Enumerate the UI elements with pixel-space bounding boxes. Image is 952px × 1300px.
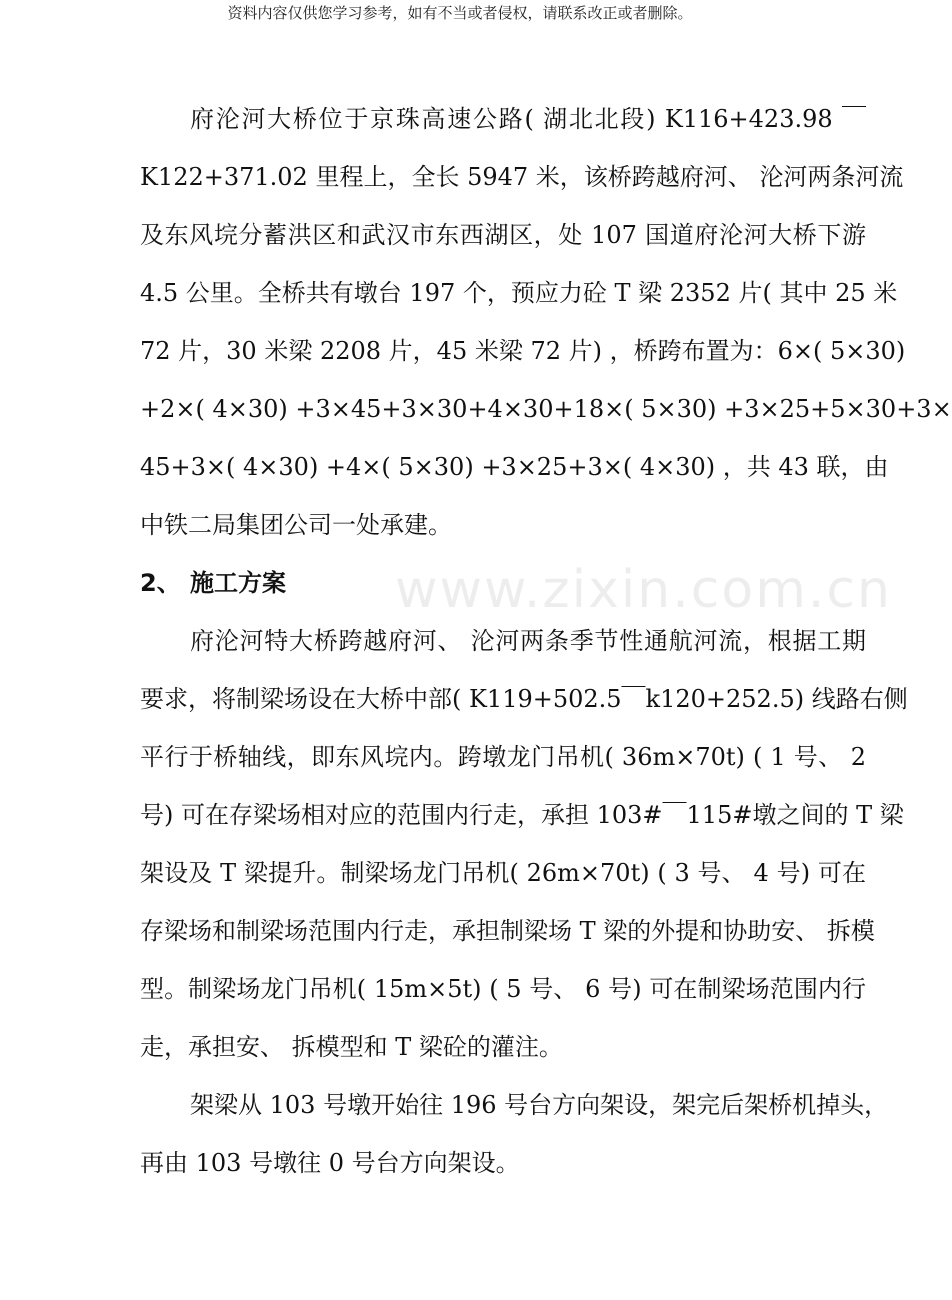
text-line: 府沦河大桥位于京珠高速公路( 湖北北段) K116+423.98 ￣ <box>190 105 866 133</box>
section-number: 2、 <box>140 569 181 597</box>
text-line: 架设及 T 梁提升。制梁场龙门吊机( 26m×70t) ( 3 号、 4 号) 可在 <box>140 859 866 887</box>
text-line: 72 片，30 米梁 2208 片，45 米梁 72 片) ，桥跨布置为：6×( 5×30) <box>140 337 906 365</box>
text-line: +2×( 4×30) +3×45+3×30+4×30+18×( 5×30) +3×25+5×30+3× <box>140 395 952 423</box>
page-header-notice: 资料内容仅供您学习参考，如有不当或者侵权，请联系改正或者删除。 <box>227 4 693 22</box>
text-line: 存梁场和制梁场范围内行走，承担制梁场 T 梁的外提和协助安、 拆模 <box>140 917 875 945</box>
paragraph-2 <box>140 612 908 1076</box>
section-title: 施工方案 <box>190 569 286 597</box>
text-line: 型。制梁场龙门吊机( 15m×5t) ( 5 号、 6 号) 可在制梁场范围内行 <box>140 975 866 1003</box>
text-line: 要求，将制梁场设在大桥中部( K119+502.5￣k120+252.5) 线路右侧 <box>140 685 908 713</box>
text-line: 4.5 公里。全桥共有墩台 197 个，预应力砼 T 梁 2352 片( 其中 25 米 <box>140 279 898 307</box>
text-line: 中铁二局集团公司一处承建。 <box>140 511 452 539</box>
text-line: 走，承担安、 拆模型和 T 梁砼的灌注。 <box>140 1033 563 1061</box>
paragraph-1 <box>140 90 952 554</box>
text-line: 平行于桥轴线，即东风垸内。跨墩龙门吊机( 36m×70t) ( 1 号、 2 <box>140 743 866 771</box>
watermark: www.zixin.com.cn <box>395 560 892 620</box>
text-line: 号) 可在存梁场相对应的范围内行走，承担 103#￣115#墩之间的 T 梁 <box>140 801 904 829</box>
text-line: 再由 103 号墩往 0 号台方向架设。 <box>140 1149 520 1177</box>
text-line: 及东风垸分蓄洪区和武汉市东西湖区，处 107 国道府沦河大桥下游 <box>140 221 866 249</box>
paragraph-3 <box>140 1076 889 1192</box>
text-line: 45+3×( 4×30) +4×( 5×30) +3×25+3×( 4×30) ，共 43 联，由 <box>140 453 889 481</box>
text-line: 架梁从 103 号墩开始往 196 号台方向架设，架完后架桥机掉头， <box>190 1091 889 1119</box>
text-line: K122+371.02 里程上，全长 5947 米，该桥跨越府河、 沦河两条河流 <box>140 163 904 191</box>
document-body <box>140 90 952 1192</box>
text-line: 府沦河特大桥跨越府河、 沦河两条季节性通航河流，根据工期 <box>190 627 866 655</box>
section-heading <box>140 554 866 612</box>
